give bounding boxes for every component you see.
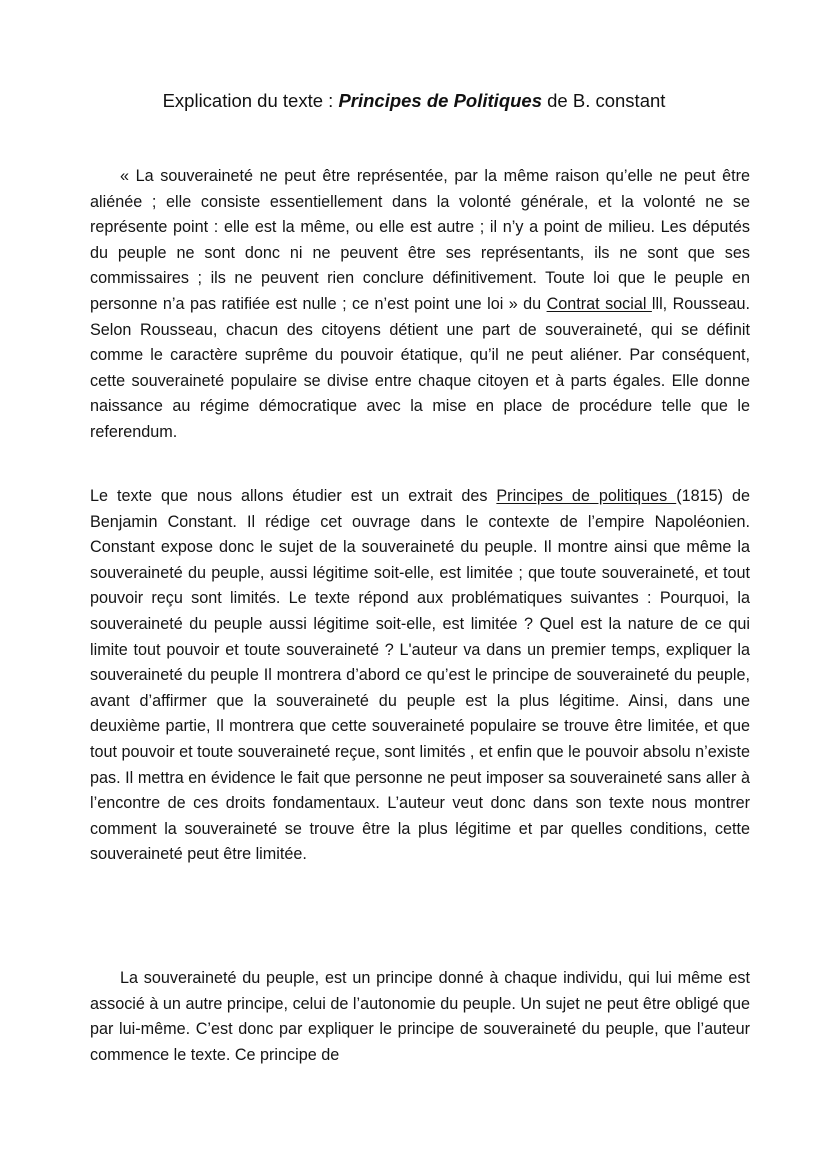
paragraph3-text: La souveraineté du peuple, est un principe donné à chaque individu, qui lui même est associé à un autre principe, celui de l’autonomie du peuple. Un sujet ne peut être obligé que par lui-même. C’est donc par expliquer le principe de souveraineté du peuple, que l’auteur commence le texte. Ce principe de: [90, 969, 750, 1064]
paragraph2-work-title: Principes de politiques: [496, 487, 677, 505]
paragraph1-text-a: « La souveraineté ne peut être représentée, par la même raison qu’elle ne peut être aliénée ; elle consiste essentiellement dans la volonté générale, et la volonté ne se représente point : elle est la même, ou elle est autre ; il n’y a point de milieu. Les députés du peuple ne sont donc ni ne peuvent être ses représentants, ils ne sont que ses commissaires ; ils ne peuvent rien conclure définitivement. Toute loi que le peuple en personne n’a pas ratifiée est nulle ; ce n’est point une loi » du: [90, 167, 750, 313]
title-prefix: Explication du texte :: [162, 90, 339, 111]
paragraph2-text-b: (1815) de Benjamin Constant. Il rédige cet ouvrage dans le contexte de l’empire Napoléonien. Constant expose donc le sujet de la souveraineté du peuple. Il montre ainsi que même la souveraineté du peuple, aussi légitime soit-elle, est limitée ; que toute souveraineté, et tout pouvoir reçu sont limités. Le texte répond aux problématiques suivantes : Pourquoi, la souveraineté du peuple aussi légitime soit-elle, est limitée ? Quel est la nature de ce qui limite tout pouvoir et toute souveraineté ? L'auteur va dans un premier temps, expliquer la souveraineté du peuple Il montrera d’abord ce qu’est le principe de souveraineté du peuple, avant d’affirmer que la souveraineté du peuple est la plus légitime. Ainsi, dans une deuxième partie, Il montrera que cette souveraineté populaire se trouve être limitée, et que tout pouvoir et toute souveraineté reçue, sont limités , et enfin que le pouvoir absolu n’existe pas. Il mettra en évidence le fait que personne ne peut imposer sa souveraineté sans aller à l’encontre de ces droits fondamentaux. L’auteur veut donc dans son texte nous montrer comment la souveraineté se trouve être la plus légitime et par quelles conditions, cette souveraineté peut être limitée.: [90, 487, 750, 864]
paragraph-introduction-quote: [90, 164, 750, 446]
paragraph1-work-title: Contrat social: [546, 294, 652, 313]
title-suffix: de B. constant: [542, 90, 666, 111]
document-title: [0, 88, 828, 114]
paragraph2-text-a: Le texte que nous allons étudier est un extrait des: [90, 487, 497, 505]
title-work: Principes de Politiques: [338, 90, 542, 111]
paragraph-part-one: [90, 966, 750, 1068]
paragraph-presentation: [90, 484, 750, 868]
paragraph1-text-b: lll, Rousseau. Selon Rousseau, chacun des citoyens détient une part de souveraineté, qui se définit comme le caractère suprême du pouvoir étatique, qu’il ne peut aliéner. Par conséquent, cette souveraineté populaire se divise entre chaque citoyen et à parts égales. Elle donne naissance au régime démocratique avec la mise en place de procédure telle que le referendum.: [90, 294, 750, 441]
